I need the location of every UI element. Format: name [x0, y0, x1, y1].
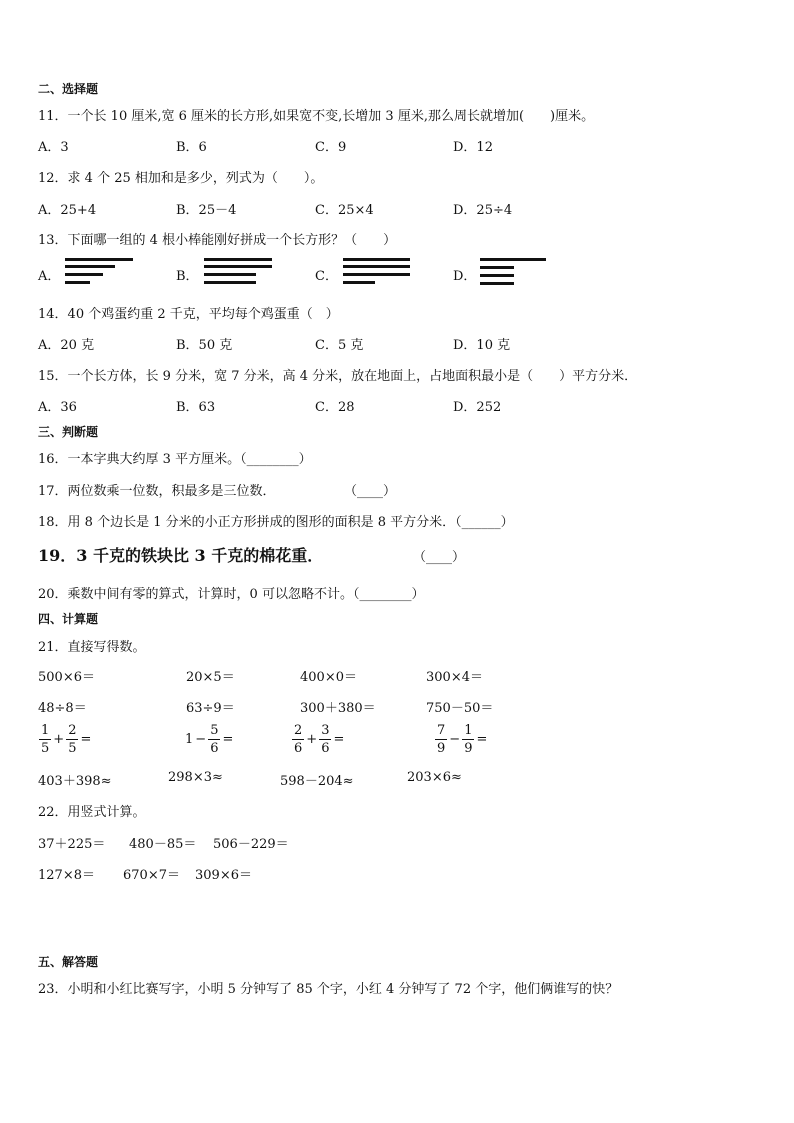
section-heading-calc: 四、计算题 — [38, 612, 99, 626]
calc-item: 403＋398≈ — [38, 774, 112, 789]
q15-option-d[interactable]: D．252 — [453, 400, 502, 415]
q12-option-b[interactable]: B．25－4 — [176, 203, 237, 218]
q14-option-a[interactable]: A．20 克 — [38, 338, 95, 353]
q20-answer-blank[interactable]: ________ — [359, 587, 412, 602]
question-21: 21．直接写得数。 — [38, 640, 146, 655]
q13-option-b[interactable]: B． — [176, 269, 199, 284]
question-16 — [38, 448, 312, 467]
question-12: 12．求 4 个 25 相加和是多少，列式为（ ）。 — [38, 171, 324, 186]
calc-item: 20×5＝ — [186, 670, 235, 685]
calc-item: 750－50＝ — [426, 701, 494, 716]
q18-answer-blank[interactable]: ______ — [461, 515, 501, 530]
q12-option-a[interactable]: A．25+4 — [38, 203, 97, 218]
question-15: 15．一个长方体，长 9 分米，宽 7 分米，高 4 分米，放在地面上，占地面积最小是（ ）平方分米． — [38, 369, 638, 384]
section-heading-answer: 五、解答题 — [38, 955, 99, 969]
q15-option-a[interactable]: A．36 — [38, 400, 77, 415]
q16-close: ） — [298, 452, 312, 467]
question-17: 17．两位数乘一位数，积最多是三位数． — [38, 484, 276, 499]
fraction: $\frac{1}{9}$ — [464, 723, 473, 756]
q13-option-d[interactable]: D． — [453, 269, 477, 284]
calc-item: 300＋380＝ — [300, 701, 376, 716]
fraction-expr: 7 9 − $\frac{1}{9}$ = — [437, 723, 488, 756]
calc-item: 480－85＝ — [129, 837, 197, 852]
section-heading-judge: 三、判断题 — [38, 425, 99, 439]
q12-option-d[interactable]: D．25÷4 — [453, 203, 513, 218]
fraction: $\frac{5}{6}$ — [210, 723, 219, 756]
q13-option-a[interactable]: A． — [38, 269, 61, 284]
q14-option-c[interactable]: C．5 克 — [315, 338, 364, 353]
q11-option-b[interactable]: B．6 — [176, 140, 207, 155]
question-22: 22．用竖式计算。 — [38, 805, 146, 820]
q18-text: 18．用 8 个边长是 1 分米的小正方形拼成的图形的面积是 8 平方分米．（ — [38, 515, 462, 530]
q11-option-c[interactable]: C．9 — [315, 140, 347, 155]
q11-option-a[interactable]: A．3 — [38, 140, 69, 155]
calc-item: 309×6＝ — [195, 868, 252, 883]
question-14: 14．40 个鸡蛋约重 2 千克，平均每个鸡蛋重（ ） — [38, 307, 339, 322]
calc-item: 48÷8＝ — [38, 701, 87, 716]
question-23: 23．小明和小红比赛写字，小明 5 分钟写了 85 个字，小红 4 分钟写了 72 个字，他们俩谁写的快？ — [38, 982, 619, 997]
q15-option-c[interactable]: C．28 — [315, 400, 355, 415]
fraction-expr: 1 5 + $\frac{2}{5}$ = — [41, 723, 92, 756]
q17-answer-blank[interactable]: （____） — [344, 484, 397, 499]
fraction: 7 9 — [437, 723, 446, 756]
question-20 — [38, 583, 424, 602]
fraction: 1 5 — [41, 723, 50, 756]
calc-item: 506－229＝ — [213, 837, 289, 852]
fraction: $\frac{2}{5}$ — [68, 723, 77, 756]
calc-item: 63÷9＝ — [186, 701, 235, 716]
question-18 — [38, 511, 514, 530]
q15-option-b[interactable]: B．63 — [176, 400, 216, 415]
question-19: 19．3 千克的铁块比 3 千克的棉花重． — [38, 546, 324, 565]
q19-answer-blank[interactable]: （____） — [413, 550, 466, 565]
calc-item: 500×6＝ — [38, 670, 95, 685]
calc-item: 598－204≈ — [280, 774, 354, 789]
calc-item: 400×0＝ — [300, 670, 357, 685]
calc-item: 37＋225＝ — [38, 837, 106, 852]
question-11: 11．一个长 10 厘米,宽 6 厘米的长方形,如果宽不变,长增加 3 厘米,那么周长就增加( )厘米。 — [38, 109, 595, 124]
fraction: $\frac{3}{6}$ — [321, 723, 330, 756]
q20-close: ） — [411, 587, 425, 602]
q16-answer-blank[interactable]: ________ — [246, 452, 299, 467]
q20-text: 20．乘数中间有零的算式，计算时，0 可以忽略不计。（ — [38, 587, 360, 602]
q13-option-c[interactable]: C． — [315, 269, 338, 284]
question-13: 13．下面哪一组的 4 根小棒能刚好拼成一个长方形？（ ） — [38, 233, 397, 248]
q11-option-d[interactable]: D．12 — [453, 140, 493, 155]
calc-item: 298×3≈ — [168, 770, 223, 785]
fraction: 2 6 — [294, 723, 303, 756]
q16-text: 16．一本字典大约厚 3 平方厘米。（ — [38, 452, 247, 467]
fraction-expr: 1 − $\frac{5}{6}$ = — [185, 723, 234, 756]
calc-item: 670×7＝ — [123, 868, 180, 883]
calc-item: 300×4＝ — [426, 670, 483, 685]
q14-option-d[interactable]: D．10 克 — [453, 338, 511, 353]
q12-option-c[interactable]: C．25×4 — [315, 203, 374, 218]
fraction-expr: 2 6 + $\frac{3}{6}$ = — [294, 723, 345, 756]
section-heading-choice: 二、选择题 — [38, 82, 99, 96]
calc-item: 203×6≈ — [407, 770, 462, 785]
q18-close: ） — [500, 515, 514, 530]
calc-item: 127×8＝ — [38, 868, 95, 883]
q14-option-b[interactable]: B．50 克 — [176, 338, 233, 353]
